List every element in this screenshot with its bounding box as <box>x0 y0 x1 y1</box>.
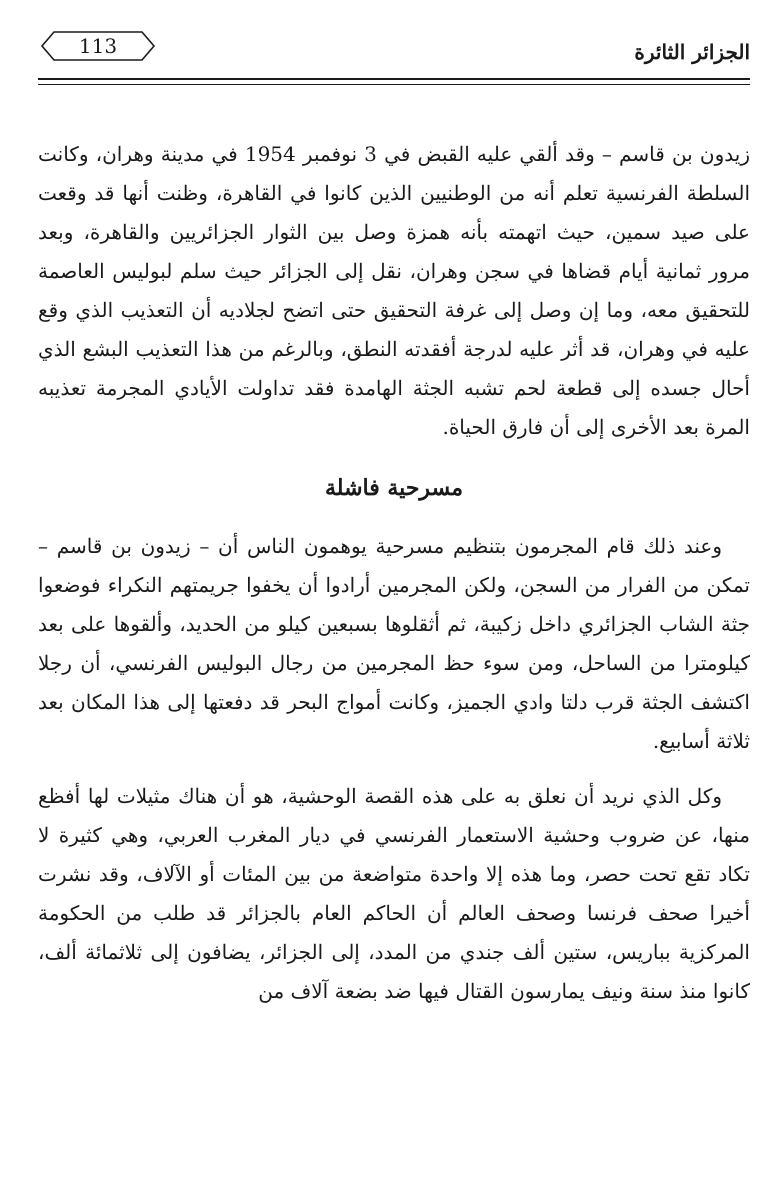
paragraph-1: زيدون بن قاسم – وقد ألقي عليه القبض في 3 نوفمبر 1954 في مدينة وهران، وكانت السلطة الفرنسية تعلم أنه من الوطنيين الذين كانوا في القاهرة، وظنت أنها قد وقعت على صيد سمين، حيث اتهمته بأنه همزة وصل بين الثوار الجزائريين والقاهرة، وبعد مرور ثمانية أيام قضاها في سجن وهران، نقل إلى الجزائر حيث سلم لبوليس العاصمة للتحقيق معه، وما إن وصل إلى غرفة التحقيق حتى اتضح لجلاديه أن التعذيب الذي وقع عليه في وهران، قد أثر عليه لدرجة أفقدته النطق، وبالرغم من هذا التعذيب البشع الذي أحال جسده إلى قطعة لحم تشبه الجثة الهامدة فقد تداولت الأيادي المجرمة تعذيبه المرة بعد الأخرى إلى أن فارق الحياة. <box>38 142 751 439</box>
page-number-badge <box>40 30 156 62</box>
paragraph-gap <box>38 761 750 777</box>
paragraph-3: وكل الذي نريد أن نعلق به على هذه القصة الوحشية، هو أن هناك مثيلات لها أفظع منها، عن ضروب وحشية الاستعمار الفرنسي في ديار المغرب العربي، وهي كثيرة لا تكاد تقع تحت حصر، وما هذه إلا واحدة متواضعة من بين المئات أو الآلاف، وقد نشرت أخيرا صحف فرنسا وصحف العالم أن الحاكم العام بالجزائر قد طلب من الحكومة المركزية بباريس، ستين ألف جندي من المدد، إلى الجزائر، يضافون إلى ثلاثمائة ألف، كانوا منذ سنة ونيف يمارسون القتال فيها ضد بضعة آلاف من <box>38 784 750 1003</box>
page-number: 113 <box>78 34 118 58</box>
header-rule-thick <box>38 78 750 80</box>
section-heading: مسرحية فاشلة <box>325 475 463 501</box>
running-title: الجزائر الثائرة <box>634 40 750 64</box>
body-text <box>38 135 750 1011</box>
page-header <box>38 30 750 76</box>
paragraph-2: وعند ذلك قام المجرمون بتنظيم مسرحية يوهمون الناس أن – زيدون بن قاسم – تمكن من الفرار من السجن، ولكن المجرمين أرادوا أن يخفوا جريمتهم النكراء فوضعوا جثة الشاب الجزائري داخل زكيبة، ثم أثقلوها بسبعين كيلو من الحديد، وألقوها على بعد كيلومترا من الساحل، ومن سوء حظ المجرمين من رجال البوليس الفرنسي، أن رجلا اكتشف الجثة قرب دلتا وادي الجميز، وكانت أمواج البحر قد دفعتها إلى هذا المكان بعد ثلاثة أسابيع. <box>38 534 750 753</box>
header-rule-thin <box>38 84 750 85</box>
